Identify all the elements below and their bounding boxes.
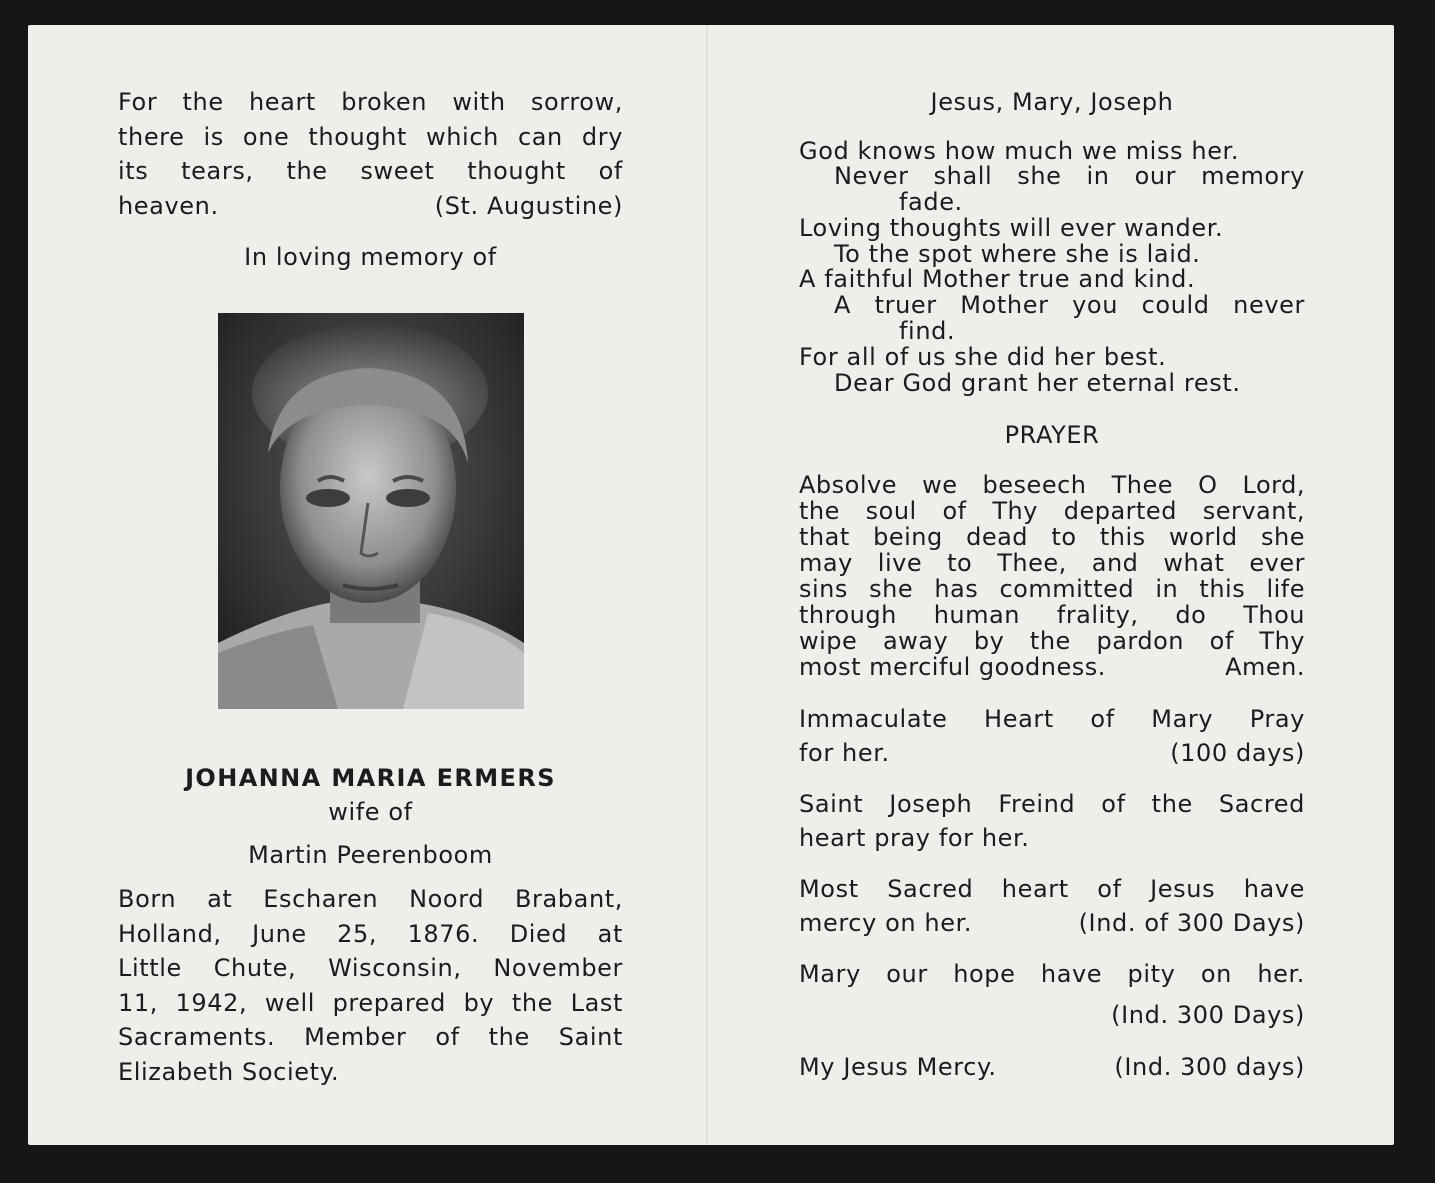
poem-line: God knows how much we miss her. [799,136,1240,165]
prayer-line: sins she has committed in this life [799,574,1305,603]
invocation-text: My Jesus Mercy. [799,1052,997,1081]
bio-line: Little Chute, Wisconsin, November [118,954,623,982]
prayer-line: may live to Thee, and what ever [799,548,1305,577]
biography [118,882,623,1089]
prayer-last-text: most merciful goodness. [799,652,1106,681]
invocation-line: Immaculate Heart of Mary Pray [799,704,1305,733]
bio-line: 11, 1942, well prepared by the Last [118,988,623,1017]
invocation-immaculate-heart [799,702,1305,771]
prayer-body [799,472,1305,680]
quote-source: (St. Augustine) [434,191,623,220]
augustine-quote [118,85,623,223]
poem-line: Loving thoughts will ever wander. [799,213,1224,242]
invocation-mary-hope [799,957,1305,1033]
poem-line: Never shall she in our memory [834,162,1305,191]
right-heading: Jesus, Mary, Joseph [930,88,1174,116]
prayer-last-line [799,654,1305,680]
spouse-name: Martin Peerenboom [248,840,493,869]
prayer-line: through human frality, do Thou [799,600,1305,629]
poem-line: A truer Mother you could never [834,291,1305,320]
poem-line: A faithful Mother true and kind. [799,265,1196,294]
invocation-line: heart pray for her. [799,824,1030,853]
invocation-saint-joseph [799,787,1305,856]
right-panel [799,85,1305,1084]
invocation-line: Most Sacred heart of Jesus have [799,874,1305,903]
prayer-line: the soul of Thy departed servant, [799,496,1305,525]
bio-line: Elizabeth Society. [118,1057,340,1086]
prayer-line: that being dead to this world she [799,522,1305,551]
invocation-line [799,906,1305,941]
prayer-heading: PRAYER [1004,421,1100,450]
bio-line: Sacraments. Member of the Saint [118,1023,623,1051]
invocation-jesus-mercy [799,1050,1305,1085]
invocation-sacred-heart [799,872,1305,941]
bio-line: Holland, June 25, 1876. Died at [118,919,623,948]
quote-last-line [118,189,623,224]
quote-line: For the heart broken with sorrow, [118,88,623,116]
prayer-amen: Amen. [1225,652,1305,681]
poem-line: fade. [899,188,963,217]
poem-line: Dear God grant her eternal rest. [834,368,1241,397]
invocation-text: mercy on her. [799,909,973,938]
poem-line: find. [899,317,956,346]
relation-text: wife of [328,798,413,826]
prayer-line: wipe away by the pardon of Thy [799,626,1305,655]
indulgence-label: (Ind. of 300 Days) [1078,909,1305,938]
indulgence-label: (Ind. 300 days) [1114,1052,1305,1081]
invocation-line [799,736,1305,771]
prayer-line: Absolve we beseech Thee O Lord, [799,470,1305,499]
poem-line: For all of us she did her best. [799,342,1167,371]
portrait-photo-icon [218,313,524,709]
invocation-text: for her. [799,739,890,768]
card-fold [706,25,708,1145]
invocation-line: Saint Joseph Freind of the Sacred [799,789,1305,818]
poem-line: To the spot where she is laid. [834,239,1201,268]
left-panel [118,85,623,1089]
indulgence-label: (Ind. 300 Days) [1111,1001,1305,1030]
indulgence-label: (100 days) [1170,739,1305,768]
invocation-line: Mary our hope have pity on her. [799,959,1305,988]
quote-line: its tears, the sweet thought of [118,157,623,185]
quote-last-text: heaven. [118,191,219,220]
memory-heading: In loving memory of [244,243,497,271]
deceased-name: JOHANNA MARIA ERMERS [185,763,556,792]
quote-line: there is one thought which can dry [118,122,623,151]
memorial-poem [799,136,1305,397]
bio-line: Born at Escharen Noord Brabant, [118,885,623,913]
